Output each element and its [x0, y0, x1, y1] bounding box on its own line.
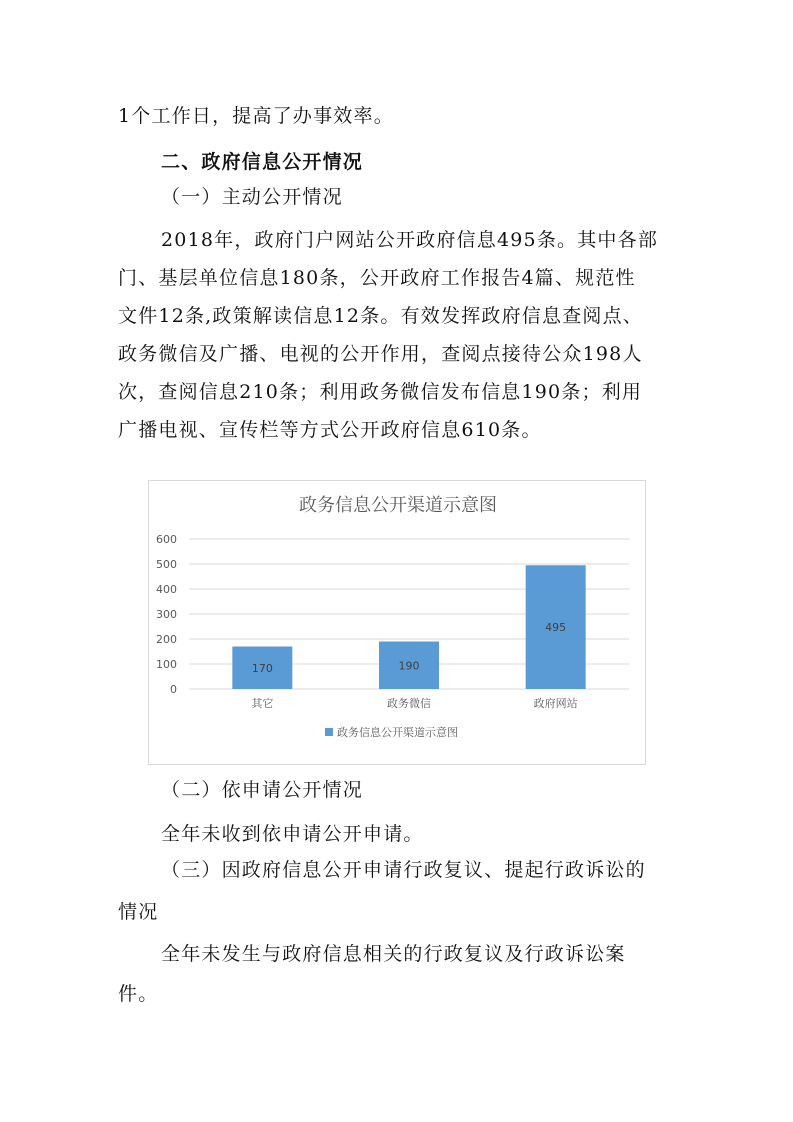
y-tick-label: 200	[156, 633, 177, 646]
text-line: 政务微信及广播、电视的公开作用，查阅点接待公众198人	[118, 343, 643, 365]
chart-legend	[325, 725, 458, 739]
bar-chart	[149, 481, 647, 766]
legend-swatch	[325, 728, 333, 736]
y-tick-label: 500	[156, 558, 177, 571]
text-line: 门、基层单位信息180条，公开政府工作报告4篇、规范性	[118, 267, 636, 289]
body-paragraph-on-request: 全年未收到依申请公开申请。	[161, 823, 424, 845]
chart-title: 政务信息公开渠道示意图	[299, 495, 497, 516]
subsection-heading-active-disclosure: （一）主动公开情况	[161, 186, 343, 208]
x-tick-label: 政府网站	[533, 697, 578, 710]
text-line: 2018年，政府门户网站公开政府信息495条。其中各部	[161, 229, 659, 251]
x-tick-label: 政务微信	[387, 697, 431, 710]
y-tick-label: 400	[156, 583, 177, 596]
text-line: 次，查阅信息210条；利用政务微信发布信息190条；利用	[118, 381, 643, 403]
bar-data-label: 190	[398, 659, 420, 673]
y-tick-label: 0	[170, 683, 177, 696]
text-line: 件。	[118, 983, 159, 1005]
text-line: 情况	[118, 901, 159, 923]
bar-data-label: 170	[251, 661, 273, 675]
y-tick-label: 100	[156, 658, 177, 671]
x-tick-label: 其它	[251, 697, 274, 710]
text-line: （三）因政府信息公开申请行政复议、提起行政诉讼的	[161, 859, 646, 881]
text-line: 全年未发生与政府信息相关的行政复议及行政诉讼案	[161, 943, 626, 965]
y-tick-label: 300	[156, 608, 177, 621]
subsection-heading-on-request: （二）依申请公开情况	[161, 779, 364, 801]
text-line: 文件12条,政策解读信息12条。有效发挥政府信息查阅点、	[118, 305, 643, 327]
legend-label: 政务信息公开渠道示意图	[337, 726, 458, 739]
text-line: 广播电视、宣传栏等方式公开政府信息610条。	[118, 419, 542, 441]
chart-frame	[148, 480, 646, 765]
y-tick-label: 600	[156, 533, 177, 546]
section-heading-2: 二、政府信息公开情况	[161, 151, 364, 173]
paragraph-continuation: 1个工作日，提高了办事效率。	[118, 105, 394, 127]
bar-data-label: 495	[545, 621, 567, 635]
